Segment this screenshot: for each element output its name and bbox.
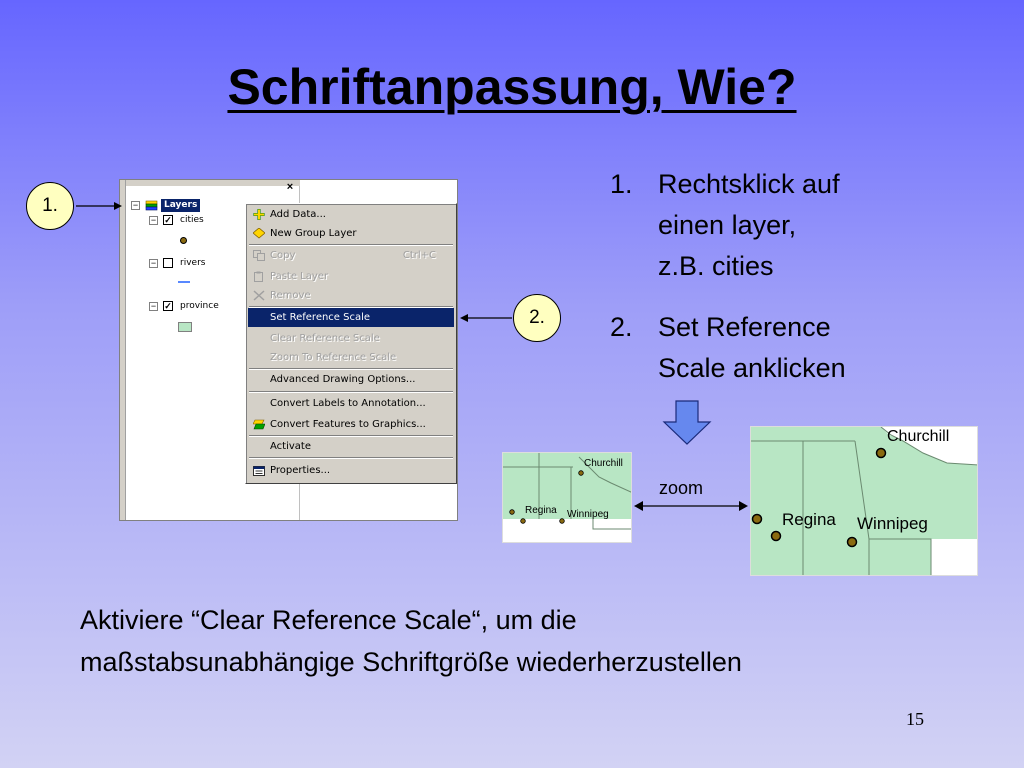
- small-map: [502, 452, 632, 543]
- step-line: Scale anklicken: [658, 353, 846, 383]
- menu-label: Zoom To Reference Scale: [270, 352, 397, 363]
- point-symbol-icon: [179, 236, 188, 245]
- map-label-winnipeg: Winnipeg: [567, 509, 609, 520]
- menu-label: Convert Features to Graphics...: [270, 419, 426, 430]
- menu-item-copy[interactable]: [248, 246, 454, 265]
- toc-title-strip: [126, 180, 300, 186]
- menu-item-zoom-to-reference-scale[interactable]: [248, 348, 454, 367]
- remove-icon: [253, 290, 265, 301]
- map-label-churchill: Churchill: [584, 458, 623, 469]
- menu-label: Remove: [270, 290, 311, 301]
- layer-name-rivers[interactable]: rivers: [180, 258, 206, 268]
- menu-item-advanced-drawing-options[interactable]: [248, 370, 454, 389]
- menu-item-convert-features[interactable]: [248, 415, 454, 434]
- zoom-label: zoom: [659, 478, 704, 498]
- step-line: z.B. cities: [658, 251, 774, 281]
- copy-icon: [253, 250, 265, 261]
- double-arrow-icon: [633, 499, 749, 513]
- menu-label: Clear Reference Scale: [270, 333, 380, 344]
- line-symbol-icon: [177, 279, 191, 285]
- menu-item-remove[interactable]: [248, 286, 454, 305]
- map-label-regina: Regina: [525, 505, 557, 516]
- menu-shortcut: Ctrl+C: [402, 250, 436, 261]
- slide-title: Schriftanpassung, Wie?: [227, 59, 797, 115]
- step-2-number: 2.: [610, 312, 633, 342]
- large-map: [750, 426, 978, 576]
- callout-2: 2.: [513, 294, 561, 342]
- menu-item-clear-reference-scale[interactable]: [248, 329, 454, 348]
- menu-item-paste-layer[interactable]: [248, 267, 454, 286]
- arrow-left-icon: [458, 311, 514, 325]
- map-label-churchill: Churchill: [887, 428, 950, 445]
- menu-label: Activate: [270, 441, 311, 452]
- collapse-icon[interactable]: −: [132, 200, 139, 210]
- menu-label: Paste Layer: [270, 271, 329, 282]
- step-line: Rechtsklick auf: [658, 169, 840, 199]
- layer-checkbox-rivers[interactable]: [163, 258, 173, 268]
- callout-1: 1.: [26, 182, 74, 230]
- menu-label: New Group Layer: [270, 228, 357, 239]
- menu-item-set-reference-scale[interactable]: [248, 308, 454, 327]
- menu-label: Add Data...: [270, 209, 326, 220]
- layer-checkbox-province[interactable]: ✓: [164, 301, 172, 311]
- properties-icon: [253, 465, 265, 476]
- page-number: 15: [906, 709, 924, 729]
- add-data-icon: [253, 209, 265, 220]
- menu-item-convert-labels[interactable]: [248, 394, 454, 413]
- menu-label: Copy: [270, 250, 296, 261]
- menu-separator: [249, 457, 453, 459]
- menu-label: Properties...: [270, 465, 331, 476]
- large-map-shapes: [751, 427, 978, 576]
- bottom-paragraph: [80, 599, 980, 683]
- convert-features-icon: [253, 419, 265, 430]
- menu-label: Convert Labels to Annotation...: [270, 398, 426, 409]
- layers-root-label[interactable]: Layers: [161, 199, 200, 212]
- context-menu: [245, 203, 457, 484]
- arrow-right-icon: [74, 199, 124, 213]
- menu-item-properties[interactable]: [248, 461, 454, 480]
- step-2-text: [658, 307, 846, 389]
- toc-sidebar: [120, 180, 126, 520]
- step-1-number: 1.: [610, 169, 633, 199]
- menu-item-add-data[interactable]: [248, 205, 454, 224]
- layer-name-province[interactable]: province: [180, 301, 219, 311]
- menu-item-activate[interactable]: [248, 437, 454, 456]
- map-label-winnipeg: Winnipeg: [857, 514, 928, 533]
- collapse-icon[interactable]: −: [150, 215, 157, 225]
- layers-icon: [145, 199, 159, 212]
- collapse-icon[interactable]: −: [150, 258, 157, 268]
- paste-icon: [253, 271, 265, 282]
- collapse-icon[interactable]: −: [150, 301, 157, 311]
- menu-separator: [249, 391, 453, 393]
- menu-item-new-group-layer[interactable]: [248, 224, 454, 243]
- polygon-symbol-icon: [178, 322, 192, 332]
- menu-label: Advanced Drawing Options...: [270, 374, 416, 385]
- menu-label: Set Reference Scale: [270, 312, 371, 323]
- bottom-line-1: Aktiviere “Clear Reference Scale“, um die: [80, 605, 577, 635]
- layer-name-cities[interactable]: cities: [180, 215, 204, 225]
- down-arrow-icon: [662, 400, 712, 446]
- close-icon[interactable]: ×: [286, 181, 294, 193]
- step-line: einen layer,: [658, 210, 797, 240]
- bottom-line-2: maßstabsunabhängige Schriftgröße wiederherzustellen: [80, 647, 742, 677]
- group-layer-icon: [253, 228, 265, 239]
- step-1-text: [658, 164, 840, 287]
- layer-checkbox-cities[interactable]: ✓: [164, 215, 172, 225]
- map-label-regina: Regina: [782, 510, 836, 529]
- step-line: Set Reference: [658, 312, 831, 342]
